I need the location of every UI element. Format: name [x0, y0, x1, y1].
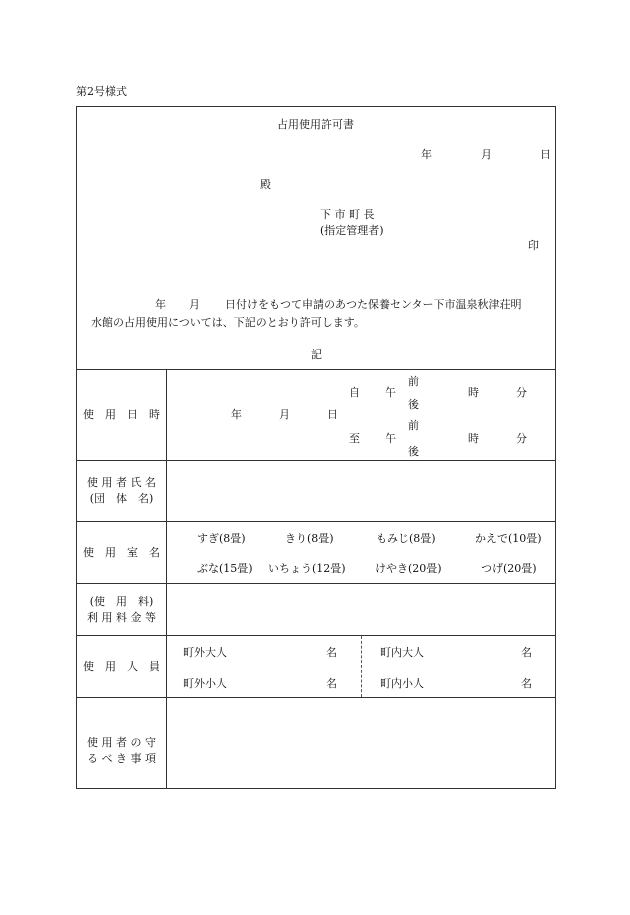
rules-label-line2: る べ き 事 項 — [87, 752, 156, 765]
room-option: すぎ(8畳) — [197, 532, 246, 545]
group-name-label: (団 体 名) — [89, 492, 154, 505]
date-day-label: 日 — [540, 148, 551, 161]
designated-manager: (指定管理者) — [320, 224, 384, 237]
to-am-mark: 前 — [408, 419, 419, 432]
to-label: 至 — [349, 432, 360, 445]
datetime-label: 使 用 日 時 — [83, 408, 160, 421]
row-divider — [77, 697, 555, 698]
from-pm-mark: 後 — [408, 398, 419, 411]
room-name-label: 使 用 室 名 — [83, 546, 160, 559]
from-label: 自 — [349, 386, 360, 399]
from-am-mark: 前 — [408, 375, 419, 388]
room-option: もみじ(8畳) — [376, 532, 436, 545]
row-divider — [77, 635, 555, 636]
table-top-border — [77, 369, 555, 370]
form-number: 第2号様式 — [76, 85, 127, 98]
datetime-month: 月 — [279, 408, 290, 421]
fee-amount-label: 利 用 料 金 等 — [87, 611, 156, 624]
room-option: けやき(20畳) — [375, 562, 442, 575]
date-year-label: 年 — [421, 148, 432, 161]
seal-mark: 印 — [528, 239, 539, 252]
user-name-label: 使 用 者 氏 名 — [87, 476, 156, 489]
room-option: つげ(20畳) — [481, 562, 537, 575]
row-divider — [77, 583, 555, 584]
permit-form — [76, 106, 556, 789]
outside-adult-label: 町外大人 — [183, 646, 227, 659]
room-option: ぶな(15畳) — [197, 562, 253, 575]
outside-child-unit: 名 — [326, 677, 337, 690]
body-text-line1: 日付けをもつて申請のあつた保養センター下市温泉秋津荘明 — [225, 298, 522, 311]
row-divider — [77, 521, 555, 522]
document-title: 占用使用許可書 — [277, 118, 354, 131]
people-label: 使 用 人 員 — [83, 660, 160, 673]
datetime-day: 日 — [327, 408, 338, 421]
outside-child-label: 町外小人 — [183, 677, 227, 690]
addressee-suffix: 殿 — [260, 178, 271, 191]
to-noon: 午 — [385, 432, 396, 445]
body-year: 年 — [155, 298, 166, 311]
room-option: いちょう(12畳) — [268, 562, 346, 575]
from-minute: 分 — [516, 386, 527, 399]
fee-label: (使 用 料) — [89, 595, 154, 608]
to-minute: 分 — [516, 432, 527, 445]
outside-adult-unit: 名 — [326, 646, 337, 659]
inside-child-label: 町内小人 — [380, 677, 424, 690]
body-month: 月 — [189, 298, 200, 311]
datetime-year: 年 — [231, 408, 242, 421]
to-hour: 時 — [468, 432, 479, 445]
from-hour: 時 — [468, 386, 479, 399]
inside-adult-label: 町内大人 — [380, 646, 424, 659]
inside-adult-unit: 名 — [521, 646, 532, 659]
inside-child-unit: 名 — [521, 677, 532, 690]
room-option: かえで(10畳) — [475, 532, 542, 545]
to-pm-mark: 後 — [408, 445, 419, 458]
body-text-line2: 水館の占用使用については、下記のとおり許可します。 — [91, 316, 365, 329]
record-heading: 記 — [311, 348, 322, 361]
row-divider — [77, 460, 555, 461]
rules-label: 使 用 者 の 守 — [87, 736, 156, 749]
room-option: きり(8畳) — [285, 532, 334, 545]
from-noon: 午 — [385, 386, 396, 399]
issuer-title: 下 市 町 長 — [320, 208, 375, 221]
label-column-divider — [166, 369, 167, 789]
people-dashed-divider — [361, 636, 362, 697]
date-month-label: 月 — [481, 148, 492, 161]
